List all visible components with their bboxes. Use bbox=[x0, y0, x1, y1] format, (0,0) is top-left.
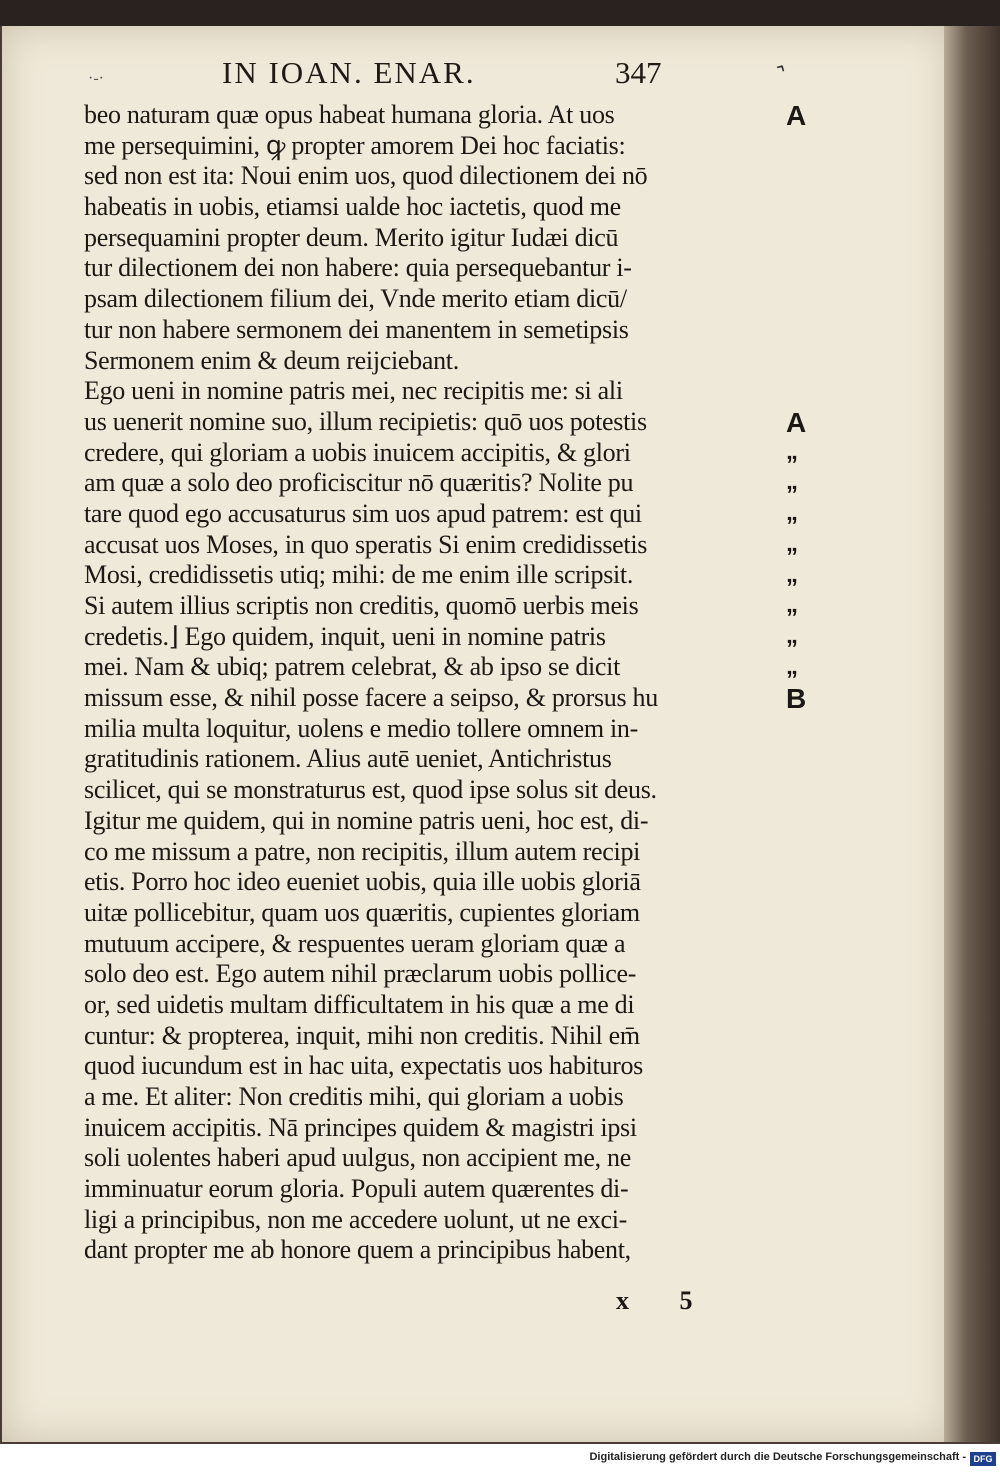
text-line: psam dilectionem filium dei, Vnde merito etiam dicū/ bbox=[84, 284, 627, 314]
footer-credit: Digitalisierung gefördert durch die Deutsche Forschungsgemeinschaft - bbox=[589, 1451, 966, 1463]
margin-note: „ bbox=[786, 499, 798, 527]
text-line: gratitudinis rationem. Alius autē ueniet, Antichristus bbox=[84, 744, 612, 774]
text-line: Si autem illius scriptis non creditis, quomō uerbis meis bbox=[84, 591, 639, 620]
text-line: solo deo est. Ego autem nihil præclarum uobis pollice- bbox=[84, 959, 637, 989]
margin-note: A bbox=[786, 407, 807, 438]
text-line: co me missum a patre, non recipitis, illum autem recipi bbox=[84, 836, 641, 866]
text-line: a me. Et aliter: Non creditis mihi, qui gloriam a uobis bbox=[84, 1082, 624, 1111]
running-head: IN IOAN. ENAR. bbox=[222, 55, 476, 90]
margin-note: „ bbox=[786, 529, 798, 557]
text-line: tur non habere sermonem dei manentem in semetipsis bbox=[84, 314, 629, 344]
text-line: inuicem accipitis. Nā principes quidem & magistri ipsi bbox=[84, 1112, 637, 1142]
text-line: credere, qui gloriam a uobis inuicem accipitis, & glori bbox=[84, 437, 631, 467]
corner-mark: ⌃ bbox=[765, 59, 791, 87]
dfg-logo: DFG bbox=[970, 1452, 996, 1466]
margin-note: „ bbox=[786, 652, 798, 680]
text-line: Mosi, credidissetis utiq; mihi: de me enim ille scripsit. bbox=[84, 560, 634, 590]
margin-note: B bbox=[786, 683, 807, 715]
text-line: missum esse, & nihil posse facere a seipso, & prorsus hu bbox=[84, 683, 658, 713]
text-line: uitæ pollicebitur, quam uos quæritis, cupientes gloriam bbox=[84, 897, 640, 927]
main-text bbox=[84, 100, 784, 1266]
page-number: 347 bbox=[615, 55, 662, 90]
text-line: Ego ueni in nomine patris mei, nec recipitis me: si ali bbox=[84, 376, 623, 406]
text-line: persequamini propter deum. Merito igitur Iudæi dicū bbox=[84, 222, 619, 252]
text-line: dant propter me ab honore quem a principibus habent, bbox=[84, 1235, 631, 1265]
text-line: ligi a principibus, non me accedere uolunt, ut ne exci- bbox=[84, 1204, 628, 1234]
text-line: milia multa loquitur, uolens e medio tollere omnem in- bbox=[84, 713, 638, 743]
text-line: or, sed uidetis multam difficultatem in his quæ a me di bbox=[84, 989, 635, 1019]
text-line: credetis.⌋ Ego quidem, inquit, ueni in nomine patris bbox=[84, 621, 606, 651]
text-line: mei. Nam & ubiq; patrem celebrat, & ab ipso se dicit bbox=[84, 652, 621, 682]
text-line: tare quod ego accusaturus sim uos apud patrem: est qui bbox=[84, 498, 642, 528]
text-line: quod iucundum est in hac uita, expectatis uos habituros bbox=[84, 1051, 643, 1081]
text-line: cuntur: & propterea, inquit, mihi non creditis. Nihil em̄ bbox=[84, 1020, 640, 1050]
text-line: habeatis in uobis, etiamsi ualde hoc iactetis, quod me bbox=[84, 192, 621, 222]
margin-note: „ bbox=[786, 591, 798, 619]
text-line: soli uolentes haberi apud uulgus, non accipient me, ne bbox=[84, 1143, 631, 1173]
text-line: Sermonem enim & deum reijciebant. bbox=[84, 345, 459, 375]
text-line: mutuum accipere, & respuentes ueram gloriam quæ a bbox=[84, 928, 626, 958]
signature-mark: x 5 bbox=[616, 1286, 693, 1315]
page-edge bbox=[944, 26, 1000, 1442]
margin-note: „ bbox=[786, 621, 798, 649]
text-line: Igitur me quidem, qui in nomine patris ueni, hoc est, di- bbox=[84, 805, 649, 835]
text-line: am quæ a solo deo proficiscitur nō quæritis? Nolite pu bbox=[84, 468, 634, 498]
text-line: etis. Porro hoc ideo eueniet uobis, quia ille uobis gloriā bbox=[84, 867, 641, 897]
text-line: beo naturam quæ opus habeat humana gloria. At uos bbox=[84, 100, 615, 129]
text-line: accusat uos Moses, in quo speratis Si enim credidissetis bbox=[84, 529, 648, 559]
margin-note: „ bbox=[786, 437, 798, 465]
text-line: tur dilectionem dei non habere: quia persequebantur i- bbox=[84, 253, 632, 283]
text-line: us uenerit nomine suo, illum recipietis: quō uos potestis bbox=[84, 406, 647, 436]
margin-note: „ bbox=[786, 560, 798, 588]
margin-note: A bbox=[786, 100, 807, 131]
text-line: imminuatur eorum gloria. Populi autem quærentes di- bbox=[84, 1174, 629, 1204]
text-line: scilicet, qui se monstraturus est, quod ipse solus sit deus. bbox=[84, 775, 657, 805]
text-line: me persequimini, ꝙ propter amorem Dei hoc faciatis: bbox=[84, 130, 626, 160]
text-line: sed non est ita: Noui enim uos, quod dilectionem dei nō bbox=[84, 161, 648, 191]
scan-background-top bbox=[0, 0, 1000, 26]
margin-note: „ bbox=[786, 468, 798, 496]
header-ornament: ·‑· bbox=[88, 70, 104, 87]
